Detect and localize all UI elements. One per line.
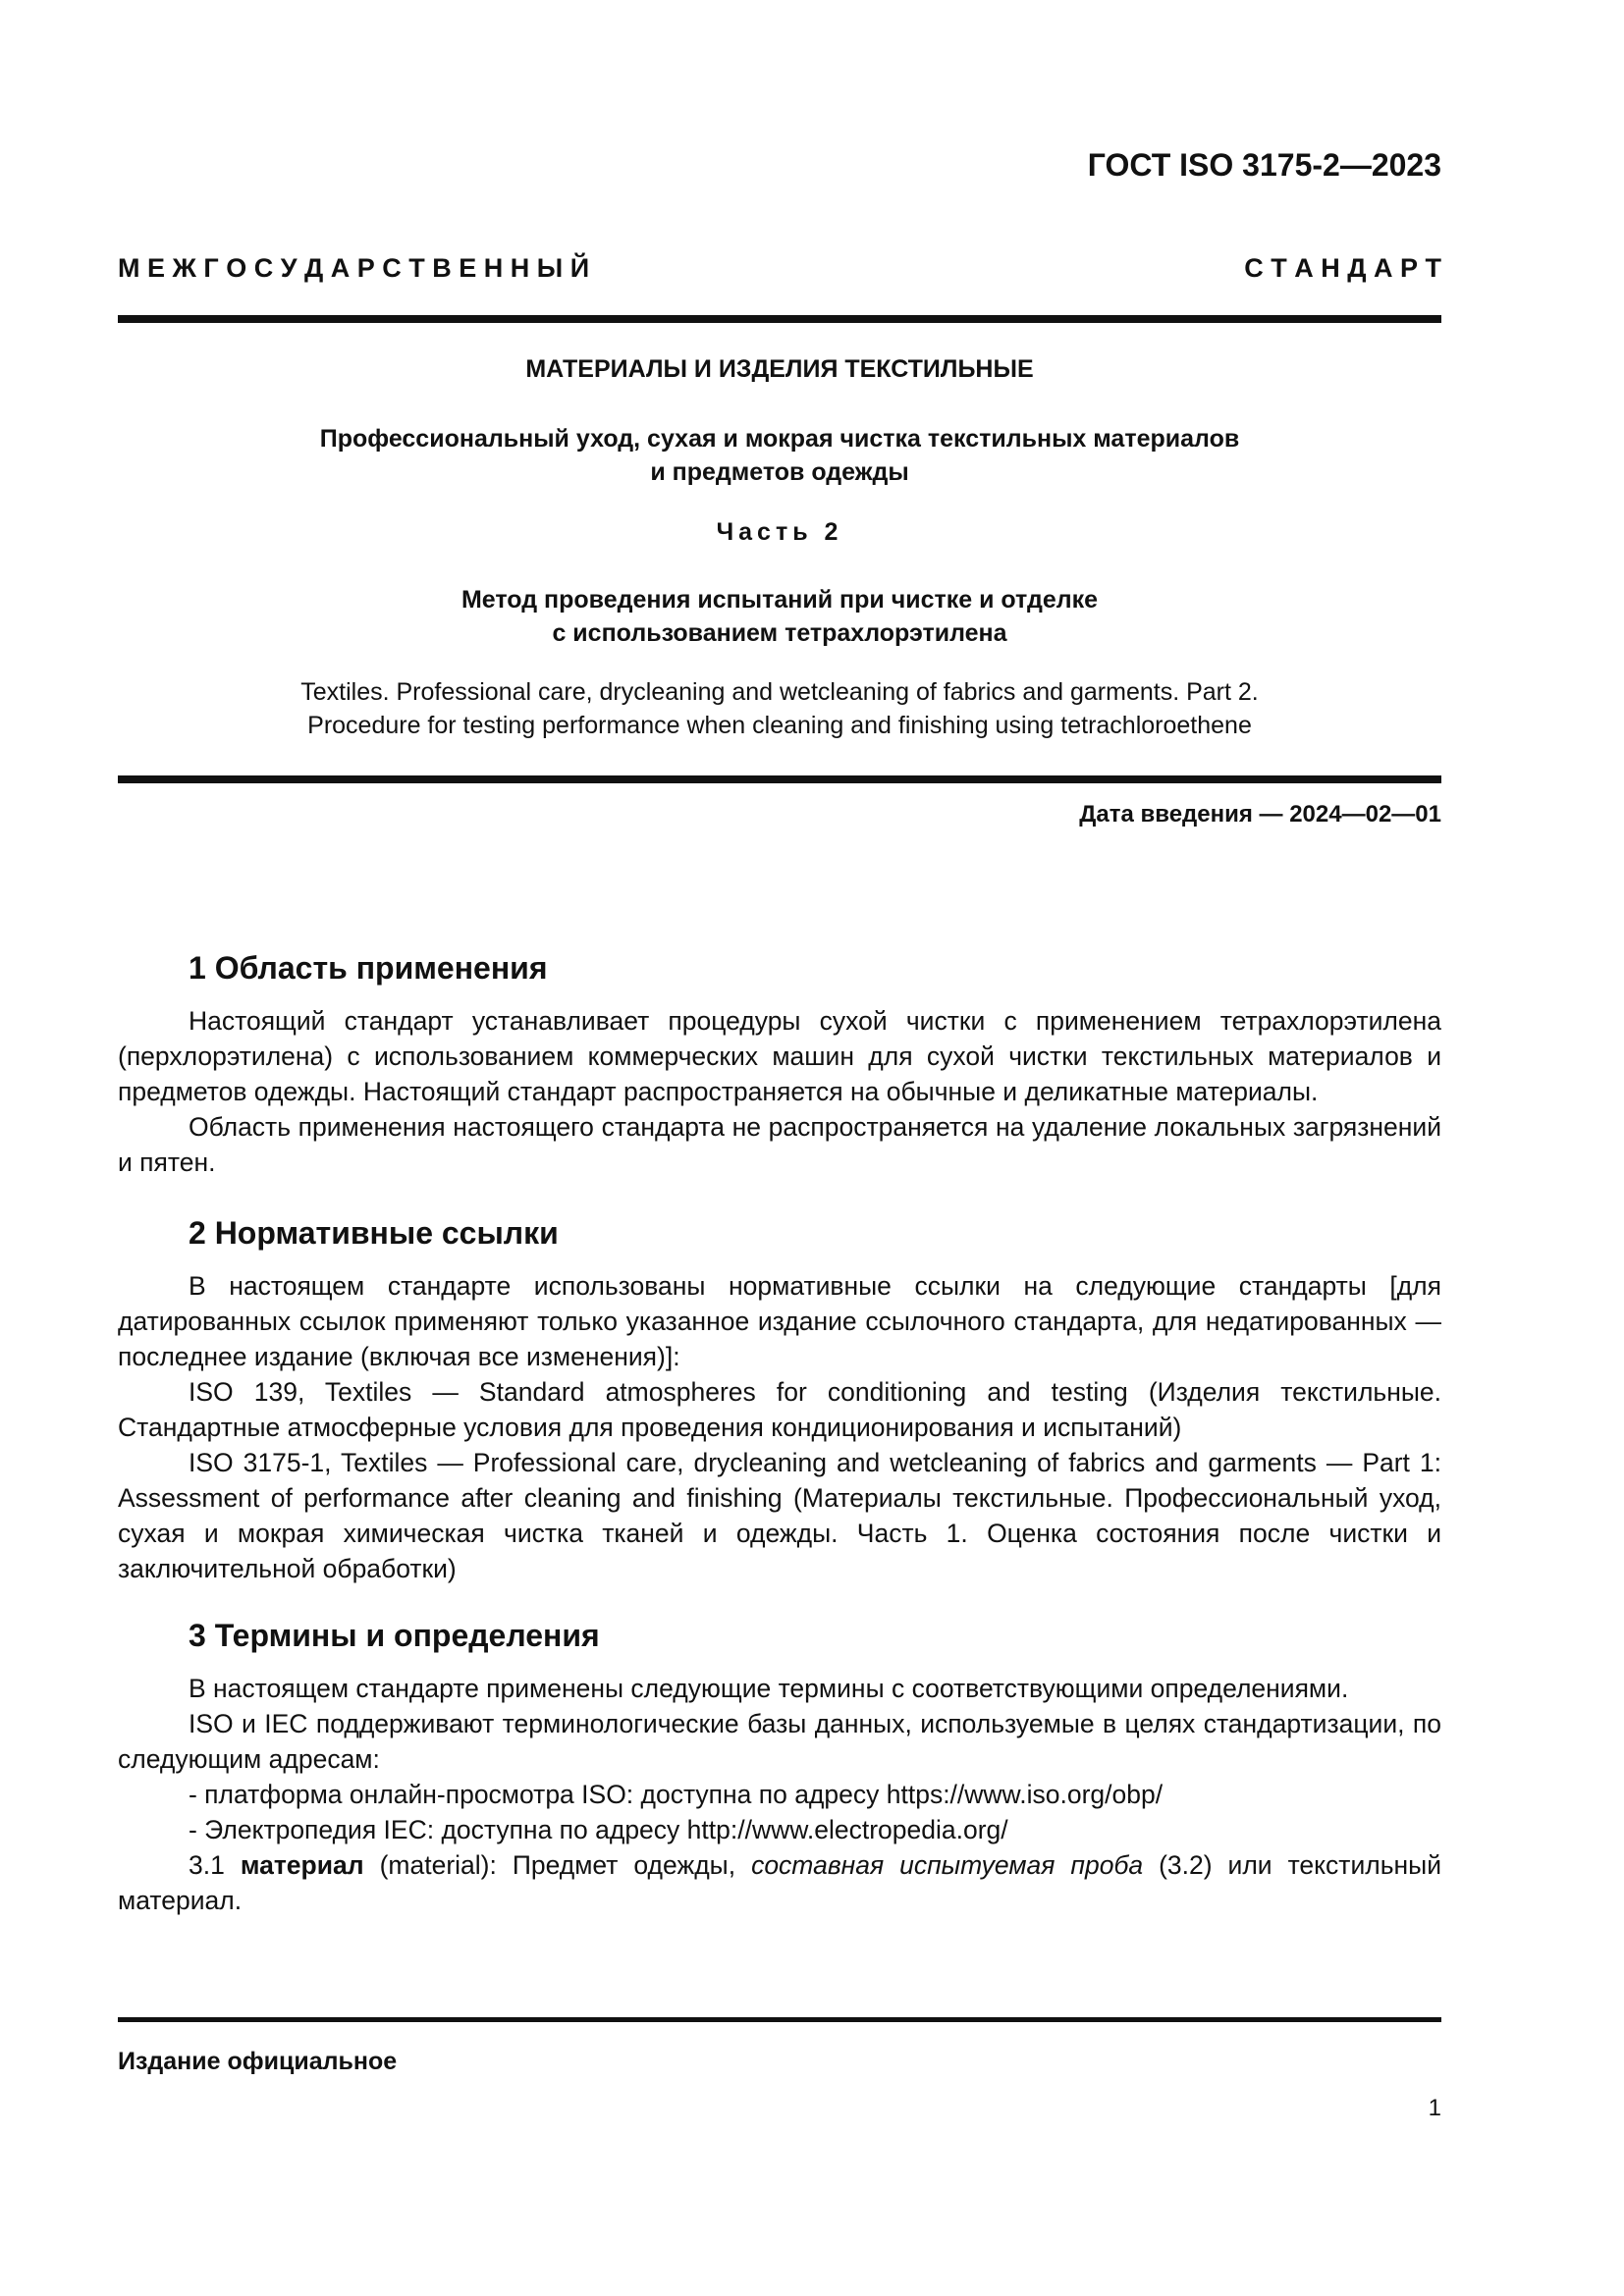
standard-type-word1: М Е Ж Г О С У Д А Р С Т В Е Н Н Ы Й [118,253,590,283]
term-english: (material): Предмет одежды, [379,1850,736,1880]
paragraph: ISO и IEC поддерживают терминологические базы данных, используемые в целях стандартизации, по следующим адресам: [118,1709,1441,1774]
title-rule [118,775,1441,783]
section-heading: 3 Термины и определения [189,1618,600,1653]
part-label: Часть 2 [716,518,843,546]
method-line-1: Метод проведения испытаний при чистке и отделке [460,586,1099,614]
term-tail: (3.2) или текстильный материал. [118,1850,1441,1915]
list-item: - Электропедия IEC: доступна по адресу http://www.electropedia.org/ [189,1815,1008,1844]
section-normative-references [118,1213,1441,1586]
term-definition [118,1847,1441,1918]
english-line-1: Textiles. Professional care, drycleaning and wetcleaning of fabrics and garments. Part 2. [300,678,1259,706]
list-item: - платформа онлайн-просмотра ISO: доступна по адресу https://www.iso.org/obp/ [189,1780,1164,1809]
section-terms [118,1616,1441,1918]
paragraph: В настоящем стандарте применены следующие термины с соответствующими определениями. [189,1674,1349,1703]
paragraph: Область применения настоящего стандарта не распространяется на удаление локальных загрязнений и пятен. [118,1112,1441,1177]
term-number: 3.1 [189,1850,225,1880]
section-heading: 2 Нормативные ссылки [189,1215,559,1251]
document-title: МАТЕРИАЛЫ И ИЗДЕЛИЯ ТЕКСТИЛЬНЫЕ [525,355,1034,383]
section-scope [118,948,1441,1180]
page-number: 1 [1428,2095,1441,2121]
english-line-2: Procedure for testing performance when cleaning and finishing using tetrachloroethene [307,712,1252,739]
document-subtitle [118,422,1441,489]
footer-rule [118,2017,1441,2022]
header-rule [118,315,1441,323]
method-title [118,583,1441,650]
method-line-2: с использованием тетрахлорэтилена [552,619,1007,647]
reference-item: ISO 3175-1, Textiles — Professional care, drycleaning and wetcleaning of fabrics and garments — Part 1: Assessment of performance after cleaning and finishing (Материалы текстильные. Профессиональный уход, сухая и мокрая химическая чистка тканей и одежды. Часть 1. Оценка состояния после чистки и заключительной обработки) [118,1448,1441,1583]
introduction-date: Дата введения — 2024—02—01 [1079,801,1441,828]
term-name: материал [240,1850,364,1880]
standard-type-word2: С Т А Н Д А Р Т [1244,253,1441,283]
subtitle-line-2: и предметов одежды [650,458,909,486]
standard-designation: ГОСТ ISO 3175-2—2023 [1087,147,1441,183]
section-heading: 1 Область применения [189,950,548,986]
paragraph: Настоящий стандарт устанавливает процедуры сухой чистки с применением тетрахлорэтилена (перхлорэтилена) с использованием коммерческих машин для сухой чистки текстильных материалов и предметов одежды. Настоящий стандарт распространяется на обычные и деликатные материалы. [118,1006,1441,1106]
term-reference: составная испытуемая проба [751,1850,1144,1880]
paragraph: В настоящем стандарте использованы нормативные ссылки на следующие стандарты [для датированных ссылок применяют только указанное издание ссылочного стандарта, для недатированных — последнее издание (включая все изменения)]: [118,1271,1441,1371]
reference-item: ISO 139, Textiles — Standard atmospheres for conditioning and testing (Изделия текстильные. Стандартные атмосферные условия для проведения кондиционирования и испытаний) [118,1377,1441,1442]
english-title [118,675,1441,742]
standard-type-heading [118,253,1441,284]
subtitle-line-1: Профессиональный уход, сухая и мокрая чистка текстильных материалов [319,425,1240,453]
edition-label: Издание официальное [118,2048,398,2075]
